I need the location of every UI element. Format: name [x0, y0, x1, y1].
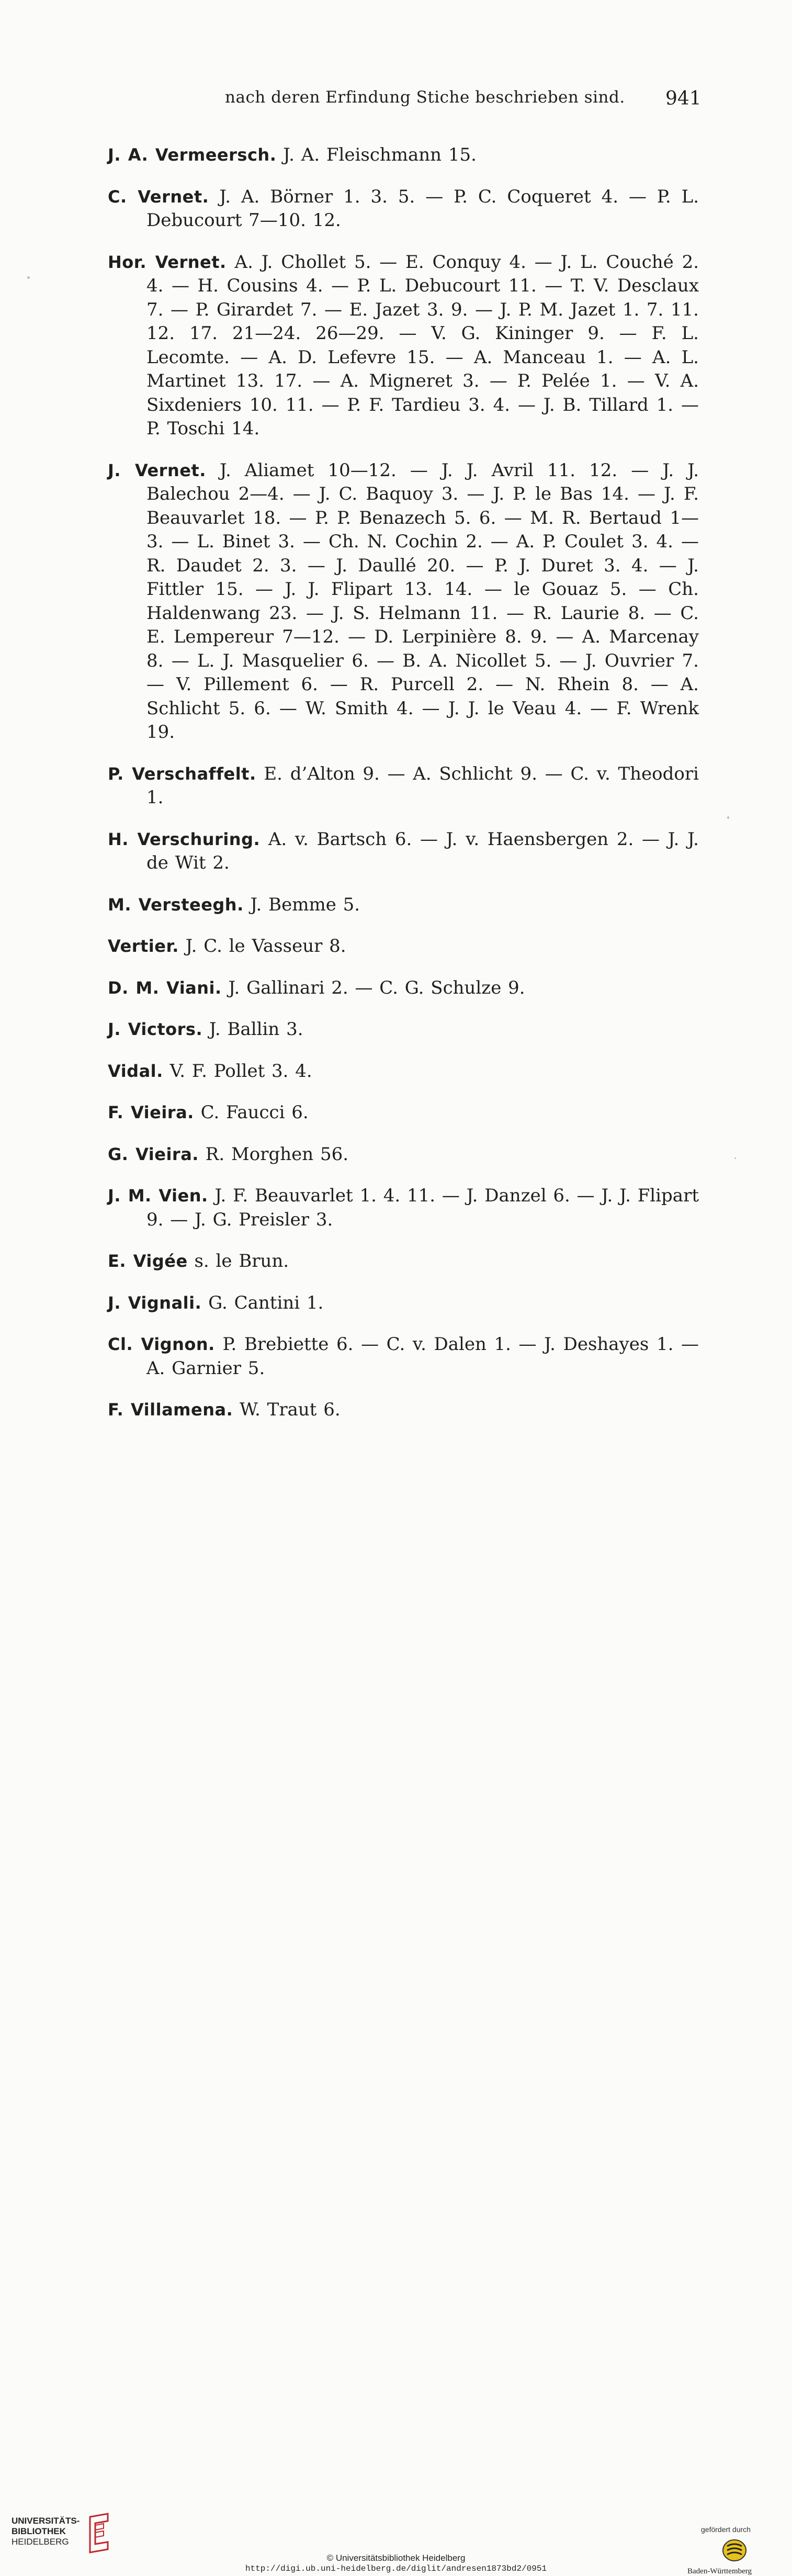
engraver-list: G. Cantini 1.: [208, 1292, 324, 1313]
library-name: [12, 2516, 80, 2547]
engraver-list: J. C. le Vasseur 8.: [185, 936, 346, 957]
scan-speck: [727, 816, 729, 819]
artist-name: Hor. Vernet.: [108, 252, 227, 272]
index-entry: [108, 828, 699, 875]
artist-name: J. Vernet.: [108, 460, 206, 480]
index-entry: [108, 459, 699, 745]
engraver-list: J. A. Börner 1. 3. 5. — P. C. Coqueret 4. — P. L. Debucourt 7—10. 12.: [146, 186, 699, 231]
index-entry: [108, 1184, 699, 1232]
artist-name: H. Verschuring.: [108, 829, 261, 849]
artist-name: F. Vieira.: [108, 1103, 194, 1122]
engraver-list: E. d’Alton 9. — A. Schlicht 9. — C. v. Theodori 1.: [146, 763, 699, 808]
index-entry: [108, 1018, 699, 1042]
index-entry: [108, 893, 699, 917]
index-entries: [108, 126, 699, 1430]
page-number: 941: [665, 88, 702, 109]
index-entry: [108, 1060, 699, 1084]
engraver-list: J. Ballin 3.: [209, 1019, 303, 1040]
permalink[interactable]: http://digi.ub.uni-heidelberg.de/diglit/andresen1873bd2/0951: [245, 2564, 547, 2573]
artist-name: Vidal.: [108, 1061, 163, 1081]
sponsor-name: Baden-Württemberg: [687, 2567, 752, 2575]
scan-speck: [27, 276, 30, 279]
artist-name: D. M. Viani.: [108, 977, 222, 998]
engraver-list: J. Aliamet 10—12. — J. J. Avril 11. 12. — J. J. Balechou 2—4. — J. C. Baquoy 3. — J. P. le Bas 14. — J. F. Beauvarlet 18. — P. P. Benazech 5. 6. — M. R. Bertaud 1—3. — L. Binet 3. — Ch. N. Cochin 2. — A. P. Coulet 3. 4. — R. Daudet 2. 3. — J. Daullé 20. — P. J. Duret 3. 4. — J. Fittler 15. — J. J. Flipart 13. 14. — le Gouaz 5. — Ch. Haldenwang 23. — J. S. Helmann 11. — R. Laurie 8. — C. E. Lempereur 7—12. — D. Lerpinière 8. 9. — A. Marcenay 8. — L. J. Masquelier 6. — B. A. Nicollet 5. — J. Ouvrier 7. — V. Pillement 6. — R. Purcell 2. — N. Rhein 8. — A. Schlicht 5. 6. — W. Smith 4. — J. J. le Veau 4. — F. Wrenk 19.: [146, 459, 699, 743]
artist-name: G. Vieira.: [108, 1144, 199, 1164]
index-entry: [108, 251, 699, 441]
sponsor-label: gefördert durch: [701, 2525, 751, 2534]
index-entry: [108, 143, 699, 167]
copyright-text: © Universitätsbibliothek Heidelberg: [326, 2553, 466, 2563]
artist-name: E. Vigée: [108, 1251, 188, 1271]
running-title: nach deren Erfindung Stiche beschrieben sind.: [225, 88, 625, 107]
index-entry: [108, 185, 699, 233]
index-entry: [108, 762, 699, 810]
artist-name: M. Versteegh.: [108, 894, 244, 915]
engraver-list: A. v. Bartsch 6. — J. v. Haensbergen 2. — J. J. de Wit 2.: [146, 828, 699, 873]
artist-name: J. Victors.: [108, 1019, 203, 1039]
artist-name: F. Villamena.: [108, 1400, 233, 1420]
copyright-notice: [0, 2552, 792, 2574]
artist-name: J. Vignali.: [108, 1292, 202, 1313]
engraver-list: s. le Brun.: [194, 1251, 289, 1272]
engraver-list: P. Brebiette 6. — C. v. Dalen 1. — J. Deshayes 1. — A. Garnier 5.: [146, 1334, 699, 1379]
engraver-list: W. Traut 6.: [240, 1399, 341, 1420]
artist-name: Vertier.: [108, 936, 179, 956]
scan-speck: [734, 1157, 736, 1159]
artist-name: C. Vernet.: [108, 186, 209, 207]
artist-name: J. M. Vien.: [108, 1186, 208, 1206]
engraver-list: J. Bemme 5.: [250, 894, 360, 915]
artist-name: P. Verschaffelt.: [108, 763, 256, 784]
library-line-2: BIBLIOTHEK: [12, 2526, 66, 2536]
engraver-list: J. F. Beauvarlet 1. 4. 11. — J. Danzel 6. — J. J. Flipart 9. — J. G. Preisler 3.: [146, 1185, 699, 1230]
engraver-list: C. Faucci 6.: [200, 1102, 309, 1123]
engraver-list: V. F. Pollet 3. 4.: [169, 1060, 312, 1082]
index-entry: [108, 1101, 699, 1125]
artist-name: J. A. Vermeersch.: [108, 145, 277, 165]
library-logo-icon: [88, 2513, 110, 2555]
artist-name: Cl. Vignon.: [108, 1334, 215, 1354]
index-entry: [108, 1333, 699, 1380]
library-line-3: HEIDELBERG: [12, 2537, 69, 2547]
index-entry: [108, 1398, 699, 1422]
engraver-list: J. A. Fleischmann 15.: [283, 144, 477, 165]
index-entry: [108, 935, 699, 959]
engraver-list: J. Gallinari 2. — C. G. Schulze 9.: [228, 977, 525, 998]
library-line-1: UNIVERSITÄTS-: [12, 2516, 80, 2526]
baden-wuerttemberg-emblem-icon: [721, 2537, 748, 2564]
index-entry: [108, 1143, 699, 1167]
engraver-list: R. Morghen 56.: [205, 1143, 349, 1165]
index-entry: [108, 976, 699, 1000]
engraver-list: A. J. Chollet 5. — E. Conquy 4. — J. L. Couché 2. 4. — H. Cousins 4. — P. L. Debucourt 11. — T. V. Desclaux 7. — P. Girardet 7. — E. Jazet 3. 9. — J. P. M. Jazet 1. 7. 11. 12. 17. 21—24. 26—29. — V. G. Kininger 9. — F. L. Lecomte. — A. D. Lefevre 15. — A. Manceau 1. — A. L. Martinet 13. 17. — A. Migneret 3. — P. Pelée 1. — V. A. Sixdeniers 10. 11. — P. F. Tardieu 3. 4. — J. B. Tillard 1. — P. Toschi 14.: [146, 251, 699, 439]
